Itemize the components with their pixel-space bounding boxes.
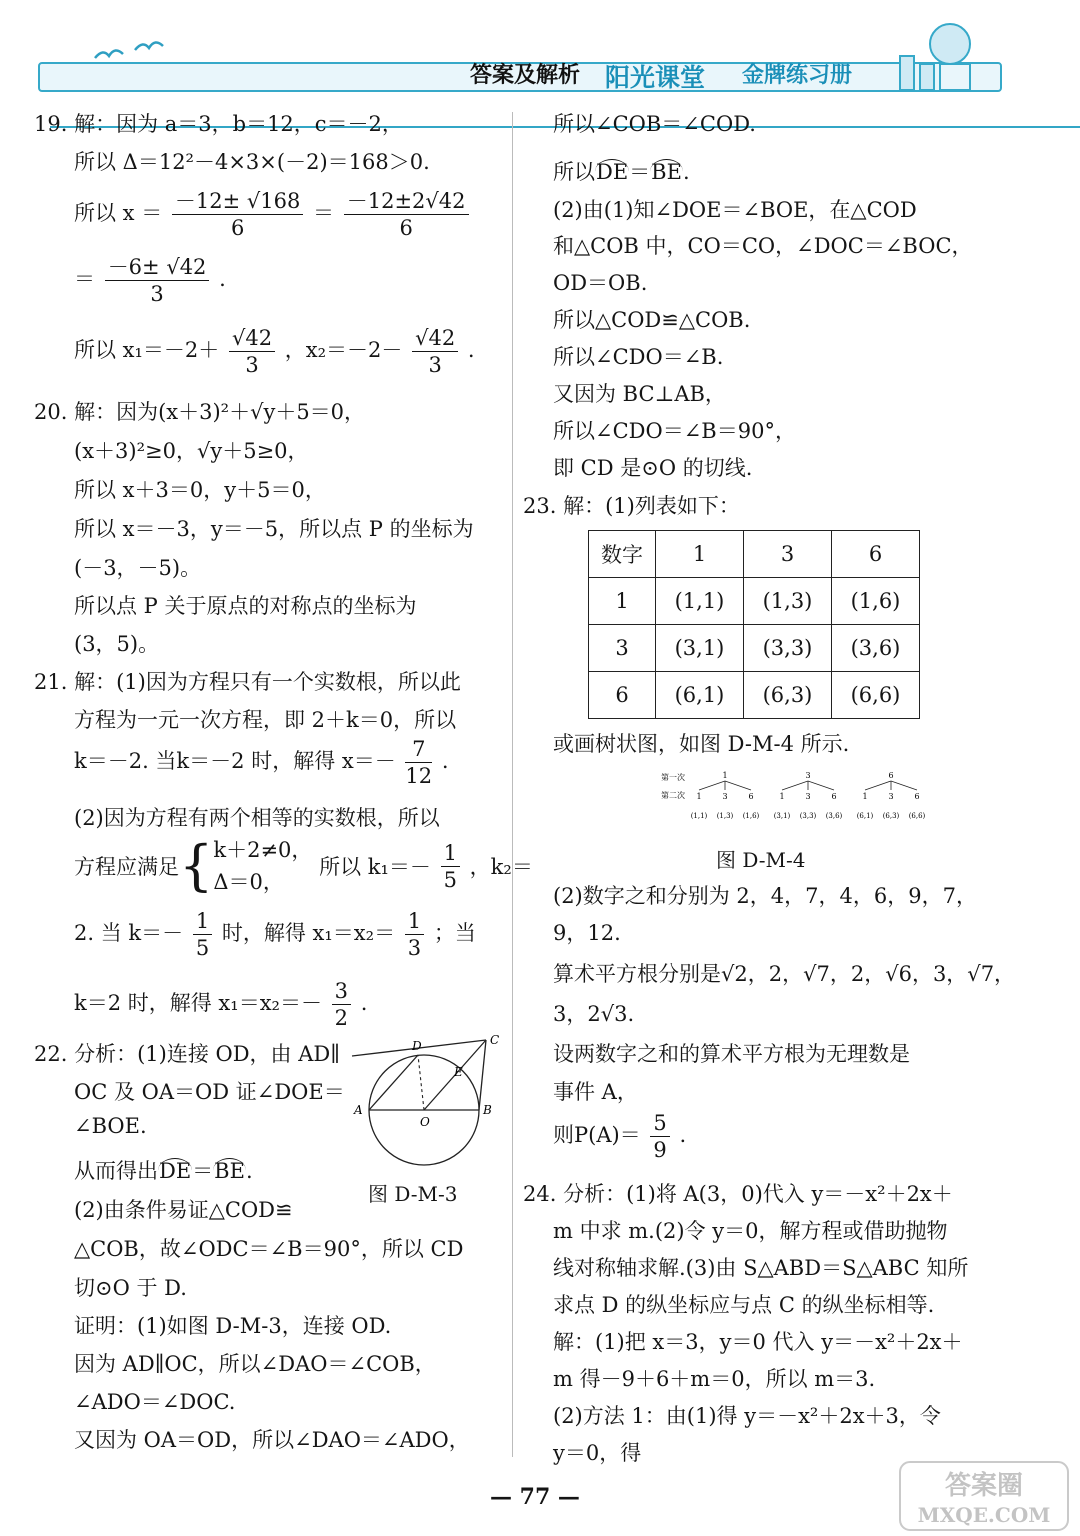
q24-line-8: y＝0，得: [553, 1441, 642, 1465]
tree-second-label: 第二次: [661, 791, 685, 800]
tree-leaf-node: 6: [831, 792, 837, 801]
table-row: [589, 672, 920, 719]
q22-line-6: △COB，故∠ODC＝∠B＝90°，所以 CD: [74, 1237, 464, 1261]
tree-branch: [891, 781, 917, 790]
q22-line-1: 22. 分析：(1)连接 OD，由 AD∥: [34, 1042, 340, 1066]
q22c-line-9: 所以∠CDO＝∠B＝90°，: [553, 419, 796, 443]
q20-line-6: 所以点 P 关于原点的对称点的坐标为: [74, 594, 417, 618]
tree-branch: [865, 781, 891, 790]
table-cell: 1: [656, 531, 744, 578]
tree-leaf-node: 3: [722, 792, 728, 801]
tree-outcome-label: (6,3): [882, 812, 900, 820]
point-label-a: A: [354, 1103, 363, 1117]
tree-outcome-label: (3,1): [773, 812, 791, 820]
q24-line-4: 求点 D 的纵坐标应与点 C 的纵坐标相等.: [553, 1293, 935, 1317]
circle-tangent-figure: [346, 1032, 506, 1172]
svg-text:答案圈: 答案圈: [944, 1471, 1024, 1501]
tree-outcome-label: (1,3): [716, 812, 734, 820]
tree-leaf-node: 3: [805, 792, 811, 801]
equation-system: k＋2≠0， Δ＝0，: [213, 838, 313, 894]
point-label-c: C: [490, 1033, 500, 1047]
table-cell: 6: [589, 672, 656, 719]
q20-line-1: 20. 解：因为(x＋3)²＋√y＋5＝0，: [34, 400, 366, 424]
table-cell: (6,6): [832, 672, 920, 719]
tree-leaf-node: 1: [862, 792, 868, 801]
fraction: $\frac{5}{9}$: [650, 1110, 669, 1163]
tree-root-node: 1: [722, 771, 728, 780]
tree-branch: [699, 781, 725, 790]
tree-root-node: 3: [805, 771, 811, 780]
q22c-line-3: (2)由(1)知∠DOE＝∠BOE，在△COD: [553, 198, 917, 222]
q23-line-7: 设两数字之和的算术平方根为无理数是: [553, 1042, 910, 1066]
q23-line-2: 或画树状图，如图 D-M-4 所示.: [553, 732, 850, 756]
q22-line-7: 切⊙O 于 D.: [74, 1276, 187, 1300]
q22c-line-7: 所以∠CDO＝∠B.: [553, 345, 724, 369]
tree-outcome-label: (3,3): [799, 812, 817, 820]
table-cell: (6,1): [656, 672, 744, 719]
watermark-logo: [898, 1460, 1070, 1532]
tree-leaf-node: 1: [779, 792, 785, 801]
tree-branch: [808, 781, 834, 790]
page-number: — 77 —: [490, 1484, 580, 1510]
point-label-o: O: [420, 1115, 430, 1129]
tree-outcome-label: (1,6): [742, 812, 760, 820]
q22c-line-5: OD＝OB.: [553, 271, 648, 295]
brand-title: 阳光课堂: [605, 63, 706, 92]
tree-leaf-node: 3: [888, 792, 894, 801]
table-row: [589, 625, 920, 672]
table-cell: 3: [744, 531, 832, 578]
q23-line-4: 9，12.: [553, 921, 621, 945]
point-label-d: D: [412, 1039, 422, 1053]
book-title: 金牌练习册: [742, 63, 853, 88]
tree-outcome-label: (1,1): [690, 812, 708, 820]
q22c-line-4: 和△COB 中，CO＝CO，∠DOC＝∠BOC，: [553, 234, 973, 258]
q21-line-5: 方程应满足{ k＋2≠0， Δ＝0， 所以 k₁＝－ $\frac{1}{5}$ ，k₂＝: [74, 834, 533, 897]
outcome-table: [588, 530, 920, 719]
q21-line-1: 21. 解：(1)因为方程只有一个实数根，所以此: [34, 670, 461, 694]
tree-first-label: 第一次: [661, 773, 685, 782]
fraction: $\frac{3}{2}$: [332, 978, 351, 1031]
table-cell: (3,6): [832, 625, 920, 672]
q22c-line-8: 又因为 BC⊥AB，: [553, 382, 726, 406]
q24-line-5: 解：(1)把 x＝3，y＝0 代入 y＝－x²＋2x＋: [553, 1330, 963, 1354]
table-cell: (3,3): [744, 625, 832, 672]
tree-outcome-label: (6,1): [856, 812, 874, 820]
tree-branch: [725, 781, 751, 790]
table-cell: 1: [589, 578, 656, 625]
tree-diagram: [653, 768, 943, 828]
page-header: [30, 26, 1050, 110]
q22-line-2: OC 及 OA＝OD 证∠DOE＝: [74, 1080, 345, 1104]
answers-label: 答案及解析: [470, 63, 581, 88]
q20-line-4: 所以 x＝－3，y＝－5，所以点 P 的坐标为: [74, 517, 474, 541]
table-cell: (6,3): [744, 672, 832, 719]
q22-line-8: 证明：(1)如图 D-M-3，连接 OD.: [74, 1314, 392, 1338]
table-cell: (1,6): [832, 578, 920, 625]
q22-line-3: ∠BOE.: [74, 1114, 147, 1138]
fraction: $\frac{1}{3}$: [405, 908, 424, 961]
q22-line-9: 因为 AD∥OC，所以∠DAO＝∠COB，: [74, 1352, 436, 1376]
fraction: $\frac{1}{5}$: [193, 908, 212, 961]
q19-line-3: 所以 x ＝ $\frac{-12\pm √168}{6}$ ＝ $\frac{-12\pm 2√42}{6}$: [74, 188, 472, 241]
q22-line-4: 从而得出DE＝BE.: [74, 1159, 253, 1183]
q23-line-9: 则P(A)＝ $\frac{5}{9}$ .: [553, 1111, 687, 1162]
q24-line-7: (2)方法 1：由(1)得 y＝－x²＋2x＋3，令: [553, 1404, 941, 1428]
tree-figure-caption: 图 D-M-4: [716, 848, 806, 872]
table-header-row: [589, 531, 920, 578]
q24-line-2: m 中求 m.(2)令 y＝0，解方程或借助抛物: [553, 1219, 948, 1243]
tree-leaf-node: 6: [748, 792, 754, 801]
column-divider: [512, 112, 513, 1457]
tree-root-node: 6: [888, 771, 894, 780]
q19-line-4: ＝ $\frac{-6\pm √42}{3}$ .: [74, 255, 226, 306]
fraction: $\frac{-12\pm 2√42}{6}$: [344, 188, 469, 241]
q23-line-6: 3，2√3.: [553, 1002, 635, 1026]
table-cell: (3,1): [656, 625, 744, 672]
table-cell: (1,1): [656, 578, 744, 625]
figure-caption: 图 D-M-3: [368, 1182, 458, 1206]
q22c-line-2: 所以DE＝BE.: [553, 160, 690, 184]
tree-outcome-label: (3,6): [825, 812, 843, 820]
q24-line-3: 线对称轴求解.(3)由 S△ABD＝S△ABC 知所: [553, 1256, 969, 1280]
q22c-line-10: 即 CD 是⊙O 的切线.: [553, 456, 753, 480]
q20-line-3: 所以 x＋3＝0，y＋5＝0，: [74, 478, 326, 502]
q22c-line-1: 所以∠COB＝∠COD.: [553, 112, 756, 136]
q21-line-4: (2)因为方程有两个相等的实数根，所以: [74, 806, 440, 830]
q20-line-5: (－3，－5)。: [74, 556, 202, 580]
q23-line-5: 算术平方根分别是√2，2，√7，2，√6，3，√7，: [553, 962, 1016, 986]
q19-line-1: 19. 解：因为 a＝3，b＝12，c＝－2，: [34, 112, 403, 136]
svg-text:MXQE.COM: MXQE.COM: [917, 1503, 1051, 1527]
q24-line-1: 24. 分析：(1)将 A(3，0)代入 y＝－x²＋2x＋: [523, 1182, 953, 1206]
q22c-line-6: 所以△COD≌△COB.: [553, 308, 751, 332]
table-row: [589, 578, 920, 625]
point-label-b: B: [483, 1103, 492, 1117]
table-cell: 数字: [589, 531, 656, 578]
q21-line-2: 方程为一元一次方程，即 2＋k＝0，所以: [74, 708, 457, 732]
table-cell: (1,3): [744, 578, 832, 625]
dome-building-icon: [880, 16, 990, 96]
tree-leaf-node: 6: [914, 792, 920, 801]
q22-line-11: 又因为 OA＝OD，所以∠DAO＝∠ADO，: [74, 1428, 470, 1452]
fraction: $\frac{√42}{3}$: [229, 325, 275, 378]
q22-line-10: ∠ADO＝∠DOC.: [74, 1390, 236, 1414]
fraction: $\frac{√42}{3}$: [412, 325, 458, 378]
q22-line-5: (2)由条件易证△COD≌: [74, 1198, 293, 1222]
table-cell: 3: [589, 625, 656, 672]
fraction: $\frac{-6\pm √42}{3}$: [105, 254, 210, 307]
q23-line-1: 23. 解：(1)列表如下：: [523, 494, 740, 518]
q19-line-5: 所以 x₁＝－2＋ $\frac{√42}{3}$ ，x₂＝－2－ $\frac{√42}{3}$ .: [74, 326, 475, 377]
q24-line-6: m 得－9＋6＋m＝0，所以 m＝3.: [553, 1367, 876, 1391]
tree-leaf-node: 1: [696, 792, 702, 801]
point-label-e: E: [454, 1065, 463, 1079]
q21-line-6: 2. 当 k＝－ $\frac{1}{5}$ 时，解得 x₁＝x₂＝ $\frac{1}{3}$ ；当: [74, 909, 476, 960]
q19-line-2: 所以 Δ＝12²－4×3×(－2)＝168＞0.: [74, 150, 430, 174]
tree-outcome-label: (6,6): [908, 812, 926, 820]
q21-line-7: k＝2 时，解得 x₁＝x₂＝－ $\frac{3}{2}$ .: [74, 979, 368, 1030]
fraction: $\frac{-12\pm √168}{6}$: [172, 188, 303, 241]
fraction: $\frac{1}{5}$: [441, 840, 460, 893]
q23-line-3: (2)数字之和分别为 2，4，7，4，6，9，7，: [553, 884, 977, 908]
q20-line-7: (3，5)。: [74, 632, 160, 656]
tree-branch: [782, 781, 808, 790]
q21-line-3: k＝－2. 当k＝－2 时，解得 x＝－ $\frac{7}{12}$ .: [74, 737, 449, 788]
q23-line-8: 事件 A，: [553, 1080, 638, 1104]
q20-line-2: (x＋3)²≥0，√y＋5≥0，: [74, 439, 309, 463]
table-cell: 6: [832, 531, 920, 578]
fraction: $\frac{7}{12}$: [405, 737, 433, 788]
